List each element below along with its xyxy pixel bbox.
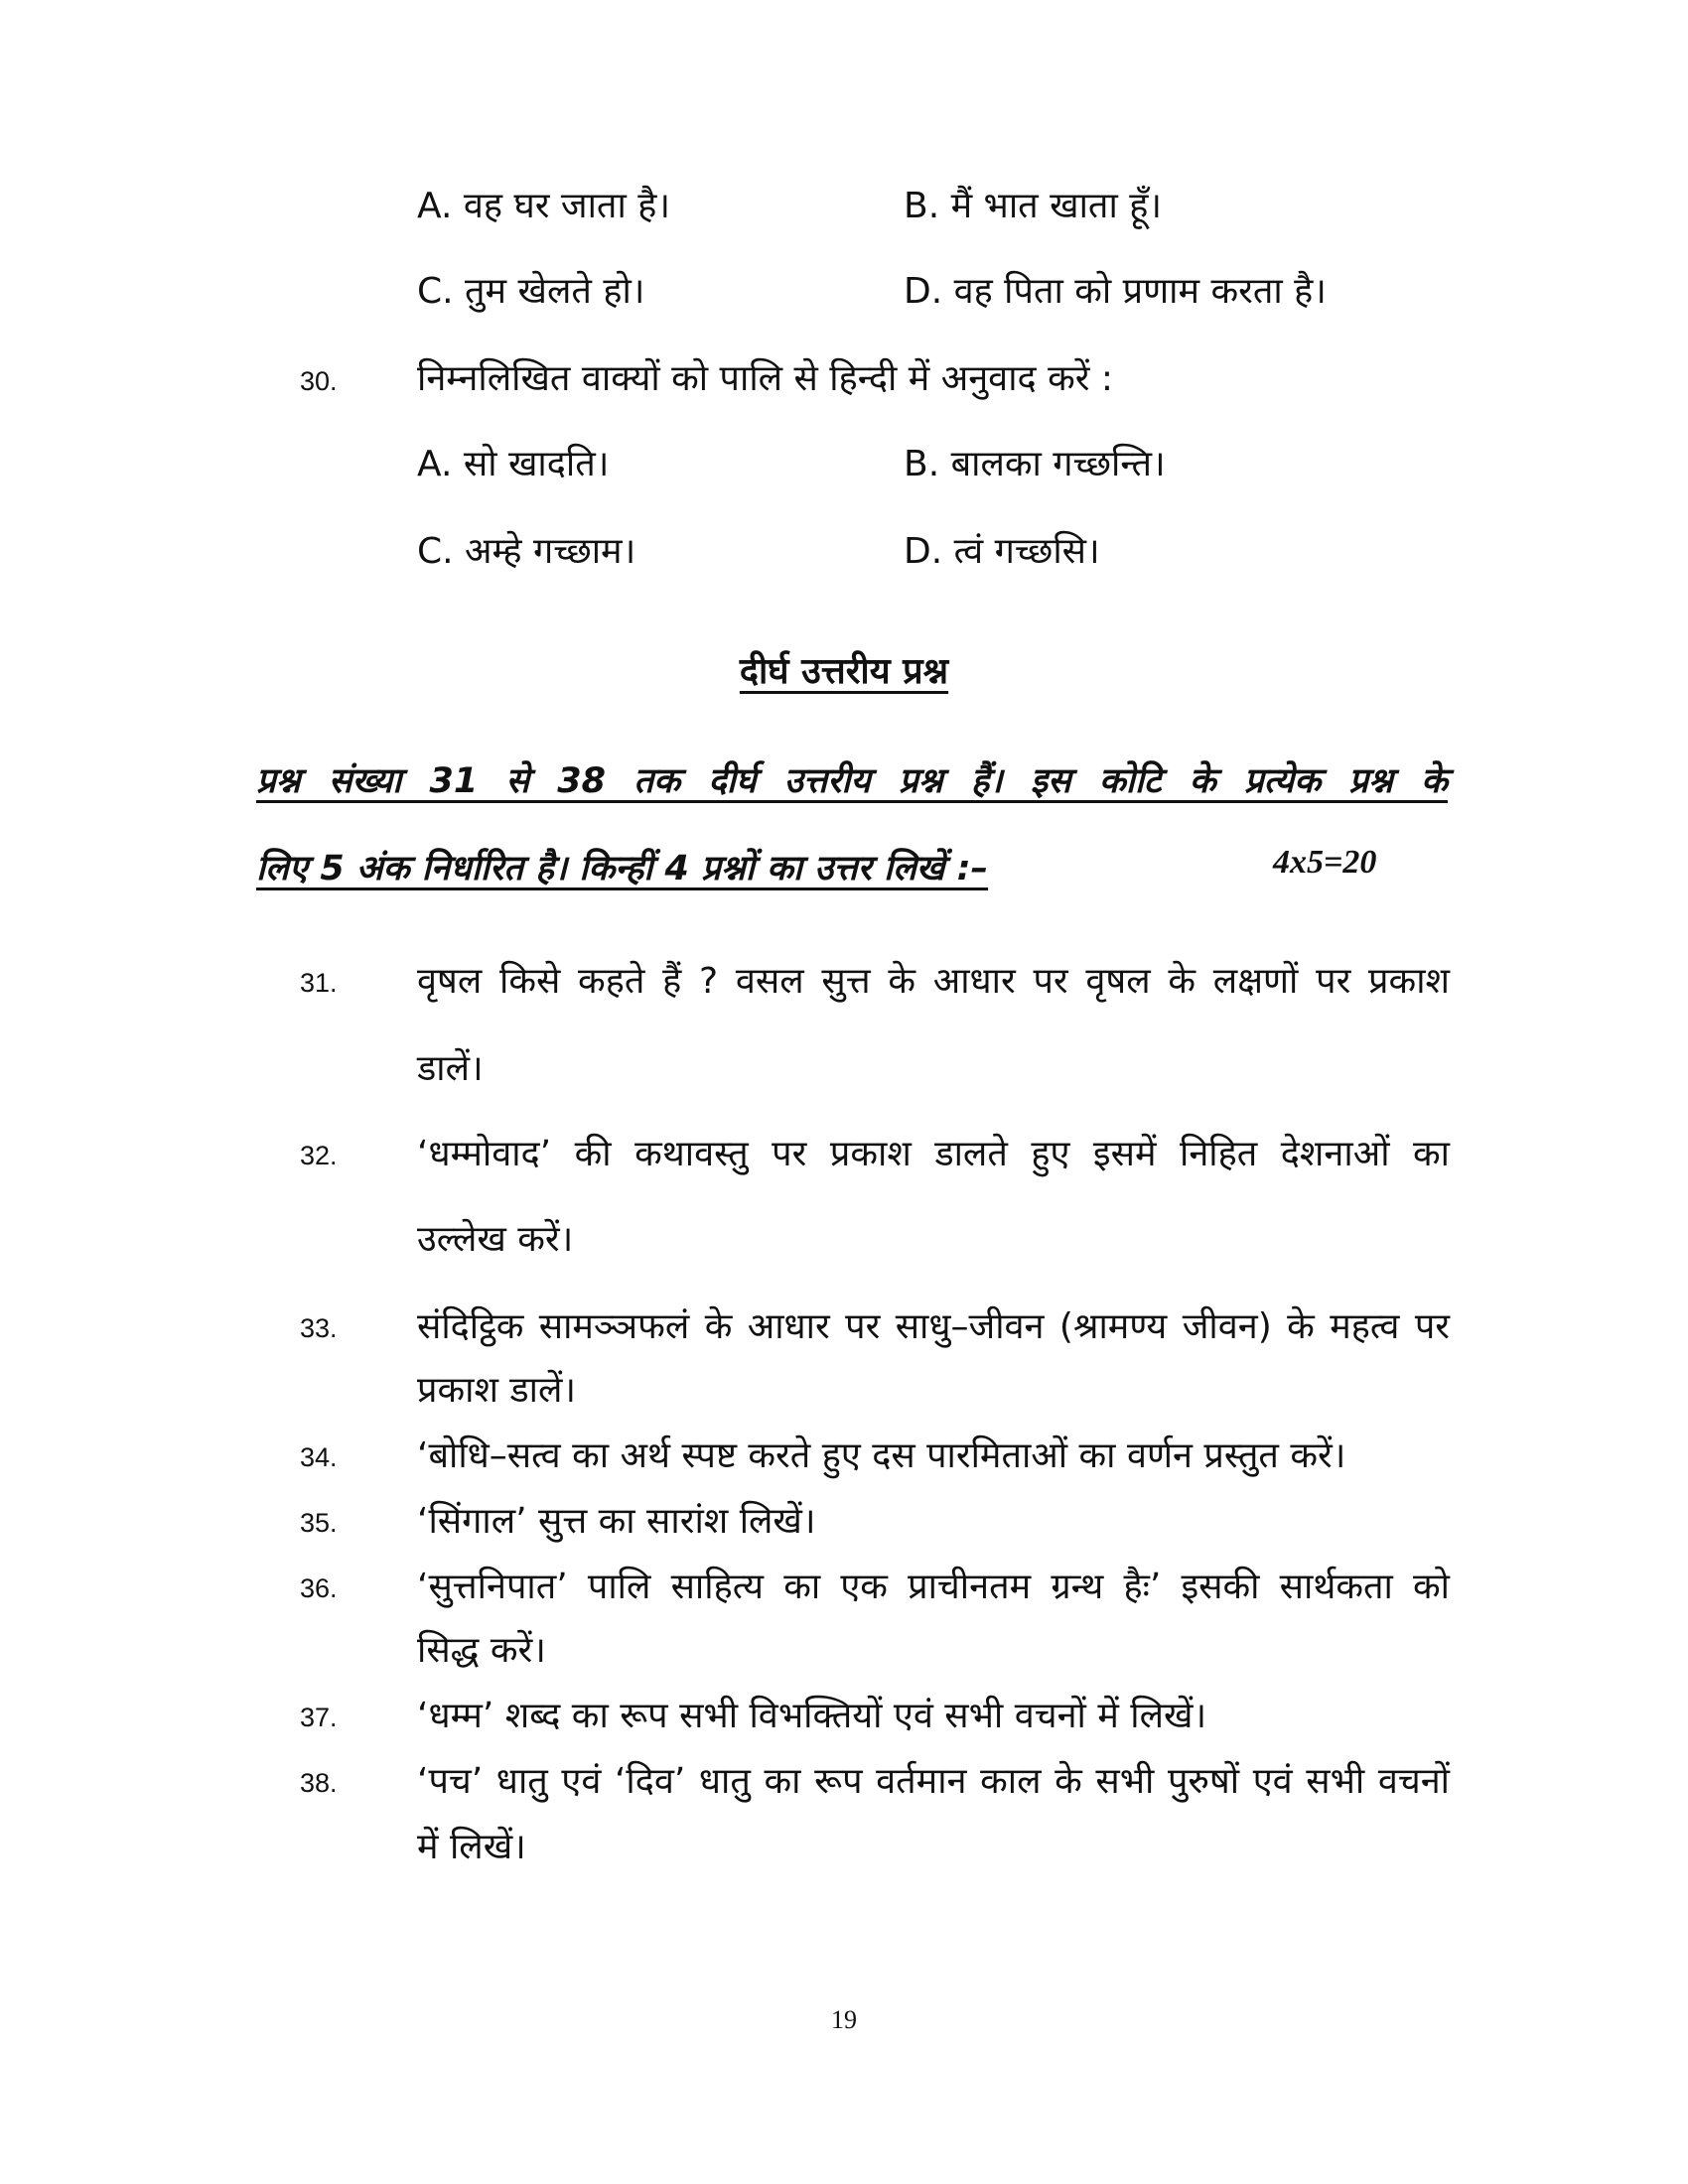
question-text-line2: डालें। [417,1048,484,1089]
question-number: 31. [300,968,338,998]
question-text-line1: ‘धम्म’ शब्द का रूप सभी विभक्तियों एवं सभी वचनों में लिखें। [417,1696,1207,1736]
question-text-line2: में लिखें। [417,1827,526,1867]
question-text-line1: ‘सुत्तनिपात’ पालि साहित्य का एक प्राचीनतम ग्रन्थ हैः’ इसकी सार्थकता को [417,1567,1450,1607]
section-title-text: दीर्घ उत्तरीय प्रश्न [739,651,949,692]
question-text-line2: प्रकाश डालें। [417,1370,577,1411]
q30-number: 30. [300,366,338,396]
question-number: 33. [300,1313,338,1343]
section-marks: 4x5=20 [1273,844,1377,881]
q29-option-b: B. मैं भात खाता हूँ। [904,186,1162,226]
question-number: 37. [300,1703,338,1732]
section-instruction-line2-text: लिए 5 अंक निर्धारित है। किन्हीं 4 प्रश्नों का उत्तर लिखें :– [256,849,989,888]
q29-option-d: D. वह पिता को प्रणाम करता है। [904,271,1327,312]
q30-text: निम्नलिखित वाक्यों को पालि से हिन्दी में अनुवाद करें : [417,358,1114,399]
question-text-line1: वृषल किसे कहते हैं ? वसल सुत्त के आधार पर वृषल के लक्षणों पर प्रकाश [417,961,1450,1002]
section-title [0,645,1688,694]
q30-option-b: B. बालका गच्छन्ति। [904,444,1166,484]
question-number: 38. [300,1768,338,1798]
question-text-line2: सिद्ध करें। [417,1630,546,1671]
question-number: 34. [300,1442,338,1472]
q29-option-a: A. वह घर जाता है। [417,186,670,226]
question-number: 35. [300,1508,338,1538]
question-text-line1: ‘पच’ धातु एवं ‘दिव’ धातु का रूप वर्तमान काल के सभी पुरुषों एवं सभी वचनों [417,1761,1450,1802]
section-instruction-line1: प्रश्न संख्या 31 से 38 तक दीर्घ उत्तरीय प्रश्न हैं। इस कोटि के प्रत्येक प्रश्न के [256,761,1448,801]
question-number: 32. [300,1141,338,1170]
question-text-line1: ‘बोधि–सत्व का अर्थ स्पष्ट करते हुए दस पारमिताओं का वर्णन प्रस्तुत करें। [417,1435,1346,1476]
q30-option-d: D. त्वं गच्छसि। [904,531,1100,572]
question-text-line1: ‘सिंगाल’ सुत्त का सारांश लिखें। [417,1501,816,1542]
question-text-line2: उल्लेख करें। [417,1219,574,1260]
q29-option-c: C. तुम खेलते हो। [417,271,645,312]
question-text-line1: ‘धम्मोवाद’ की कथावस्तु पर प्रकाश डालते हुए इसमें निहित देशनाओं का [417,1134,1450,1174]
question-text-line1: संदिट्ठिक सामञ्ञफलं के आधार पर साधु–जीवन (श्रामण्य जीवन) के महत्व पर [417,1306,1450,1347]
section-instruction-line2 [256,844,1448,890]
page-number: 19 [831,2005,857,2034]
question-number: 36. [300,1573,338,1603]
q30-option-a: A. सो खादति। [417,444,610,484]
q30-option-c: C. अम्हे गच्छाम। [417,531,636,572]
